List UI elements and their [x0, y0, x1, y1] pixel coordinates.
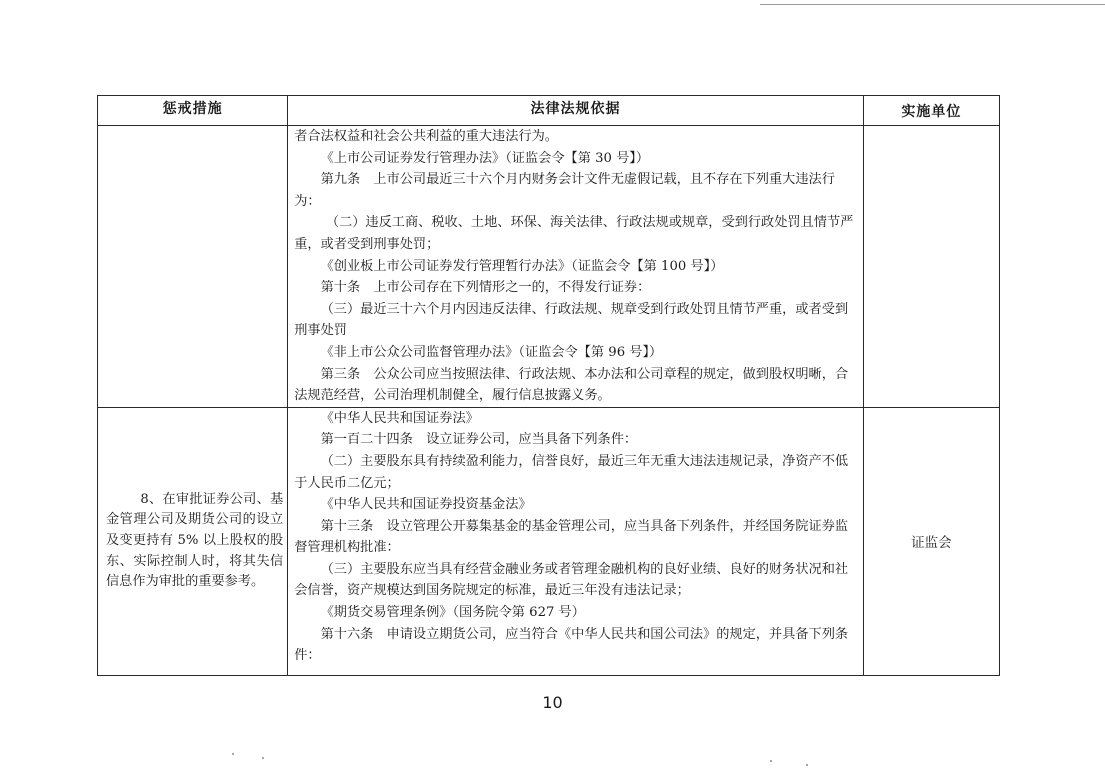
table-header-row [98, 96, 1000, 126]
law-line: 者合法权益和社会公共利益的重大违法行为。 [294, 129, 558, 144]
law-line: 第九条 上市公司最近三十六个月内财务会计文件无虚假记载，且不存在下列重大违法行为： [294, 172, 835, 209]
measure-text: 8、在审批证券公司、基金管理公司及期货公司的设立及变更持有 5% 以上股权的股东、实际控制人时，将其失信信息作为审批的重要参考。 [106, 491, 284, 590]
law-line: （二）违反工商、税收、土地、环保、海关法律、行政法规或规章，受到行政处罚且情节严重，或者受到刑事处罚； [294, 215, 854, 252]
credit-punishment-table [97, 95, 1000, 676]
law-basis-cell [288, 126, 864, 408]
law-line: 第十三条 设立管理公开募集基金的基金管理公司，应当具备下列条件，并经国务院证券监督管理机构批准： [294, 518, 849, 556]
scan-speck [806, 764, 808, 766]
header-law-basis: 法律法规依据 [288, 96, 864, 126]
header-measure: 惩戒措施 [98, 96, 288, 126]
page-number: 10 [542, 693, 563, 712]
scan-speck [232, 753, 234, 755]
measure-cell [98, 126, 288, 408]
law-line: 第三条 公众公司应当按照法律、行政法规、本办法和公司章程的规定，做到股权明晰，合法规范经营，公司治理机制健全，履行信息披露义务。 [294, 366, 849, 404]
implementing-unit-cell [863, 126, 999, 408]
law-title: 《非上市公众公司监督管理办法》（证监会令【第 96 号】） [320, 344, 663, 360]
law-line: （三）最近三十六个月内因违反法律、行政法规、规章受到行政处罚且情节严重，或者受到刑事处罚 [294, 301, 849, 339]
law-line: （三）主要股东应当具有经营金融业务或者管理金融机构的良好业绩、良好的财务状况和社会信誉，资产规模达到国务院规定的标准，最近三年没有违法记录； [294, 561, 849, 599]
measure-cell [98, 407, 288, 675]
law-line: 第一百二十四条 设立证券公司，应当具备下列条件： [320, 432, 638, 448]
law-title: 《上市公司证券发行管理办法》（证监会令【第 30 号】） [320, 150, 650, 166]
law-line: 第十六条 申请设立期货公司，应当符合《中华人民共和国公司法》的规定，并具备下列条件： [294, 626, 849, 664]
table-row [98, 407, 1000, 675]
law-line: （二）主要股东具有持续盈利能力，信誉良好，最近三年无重大违法违规记录，净资产不低于人民币二亿元； [294, 453, 849, 491]
law-basis-cell [288, 407, 864, 675]
law-title: 《创业板上市公司证券发行管理暂行办法》（证监会令【第 100 号】） [320, 258, 724, 274]
law-title: 《中华人民共和国证券投资基金法》 [320, 497, 532, 513]
scan-edge-line [760, 4, 1105, 5]
table-row [98, 126, 1000, 408]
law-line: 第十条 上市公司存在下列情形之一的，不得发行证券： [320, 280, 651, 296]
scan-speck [770, 760, 772, 762]
scan-speck [262, 757, 264, 759]
header-implementing-unit: 实施单位 [863, 96, 999, 126]
law-title: 《中华人民共和国证券法》 [320, 410, 479, 426]
implementing-unit-cell: 证监会 [863, 407, 999, 675]
law-title: 《期货交易管理条例》（国务院令第 627 号） [320, 605, 585, 621]
